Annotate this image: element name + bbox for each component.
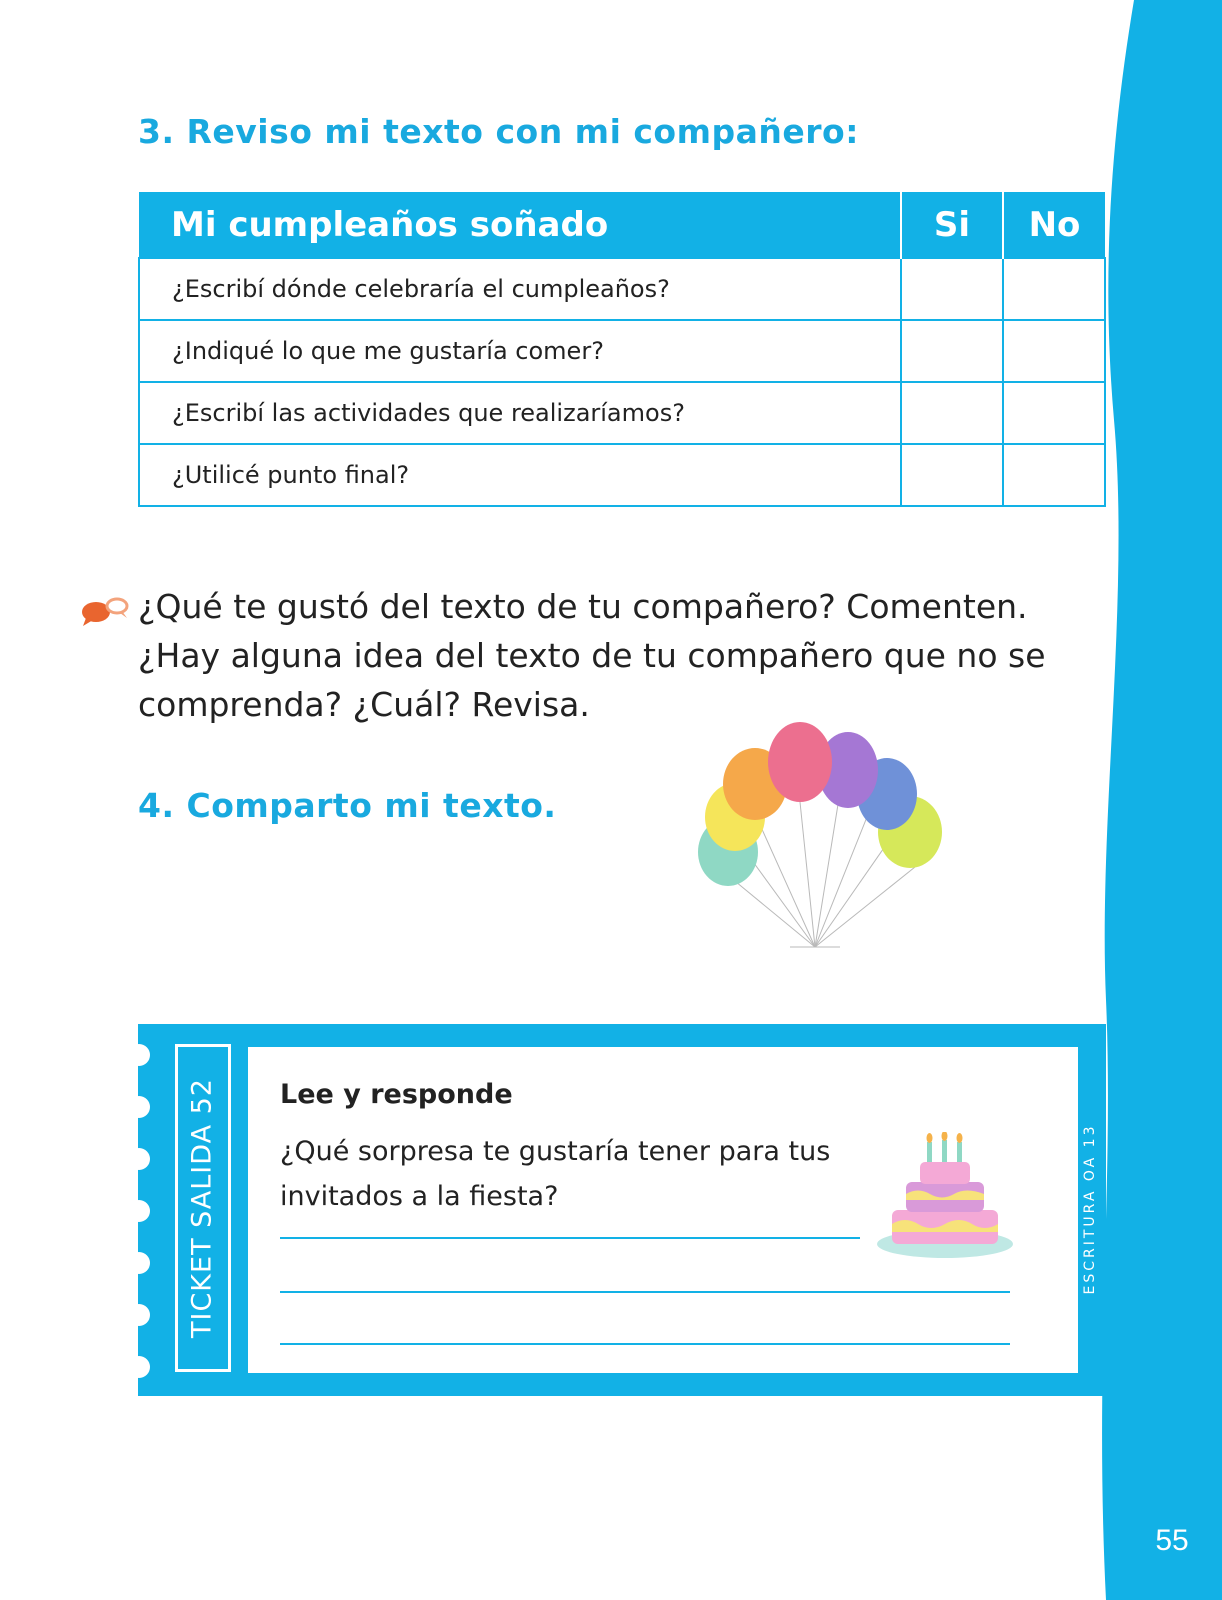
table-row — [139, 258, 1105, 320]
table-row — [139, 320, 1105, 382]
ticket-question: ¿Qué sorpresa te gustaría tener para tus invitados a la fiesta? — [280, 1136, 831, 1212]
speech-bubbles-icon — [80, 596, 130, 628]
ticket-label: TICKET SALIDA 52 — [186, 1078, 218, 1338]
side-color-band — [1092, 0, 1222, 1600]
page-number: 55 — [1155, 1524, 1189, 1557]
section-3-heading: 3. Reviso mi texto con mi compañero: — [138, 112, 859, 151]
no-checkbox-cell[interactable] — [1003, 382, 1105, 444]
yes-checkbox-cell[interactable] — [901, 444, 1003, 506]
table-row — [139, 444, 1105, 506]
answer-line[interactable] — [280, 1291, 1010, 1293]
balloons-illustration — [690, 722, 980, 972]
table-row — [139, 382, 1105, 444]
ticket-content — [248, 1047, 1078, 1373]
question-cell: ¿Utilicé punto final? — [139, 444, 901, 506]
ticket-subject: ESCRITURA OA 13 — [1082, 1123, 1098, 1295]
ticket-title: Lee y responde — [280, 1079, 513, 1110]
question-cell: ¿Escribí dónde celebraría el cumpleaños? — [139, 258, 901, 320]
topic-header: Mi cumpleaños soñado — [139, 192, 901, 258]
discussion-prompt — [138, 582, 1098, 729]
answer-line[interactable] — [280, 1237, 860, 1239]
answer-line[interactable] — [280, 1343, 1010, 1345]
prompt-line: ¿Hay alguna idea del texto de tu compañero que no se — [138, 636, 1046, 675]
table-header-row — [139, 192, 1105, 258]
yes-checkbox-cell[interactable] — [901, 320, 1003, 382]
no-checkbox-cell[interactable] — [1003, 320, 1105, 382]
question-cell: ¿Escribí las actividades que realizaríamos? — [139, 382, 901, 444]
section-4-heading: 4. Comparto mi texto. — [138, 786, 557, 825]
prompt-line: comprenda? ¿Cuál? Revisa. — [138, 685, 590, 724]
yes-checkbox-cell[interactable] — [901, 258, 1003, 320]
question-cell: ¿Indiqué lo que me gustaría comer? — [139, 320, 901, 382]
yes-header: Si — [901, 192, 1003, 258]
review-checklist-table — [138, 192, 1106, 507]
no-header: No — [1003, 192, 1105, 258]
no-checkbox-cell[interactable] — [1003, 258, 1105, 320]
birthday-cake-icon — [870, 1132, 1020, 1267]
prompt-line: ¿Qué te gustó del texto de tu compañero? Comenten. — [138, 587, 1028, 626]
exit-ticket — [138, 1024, 1106, 1396]
no-checkbox-cell[interactable] — [1003, 444, 1105, 506]
yes-checkbox-cell[interactable] — [901, 382, 1003, 444]
